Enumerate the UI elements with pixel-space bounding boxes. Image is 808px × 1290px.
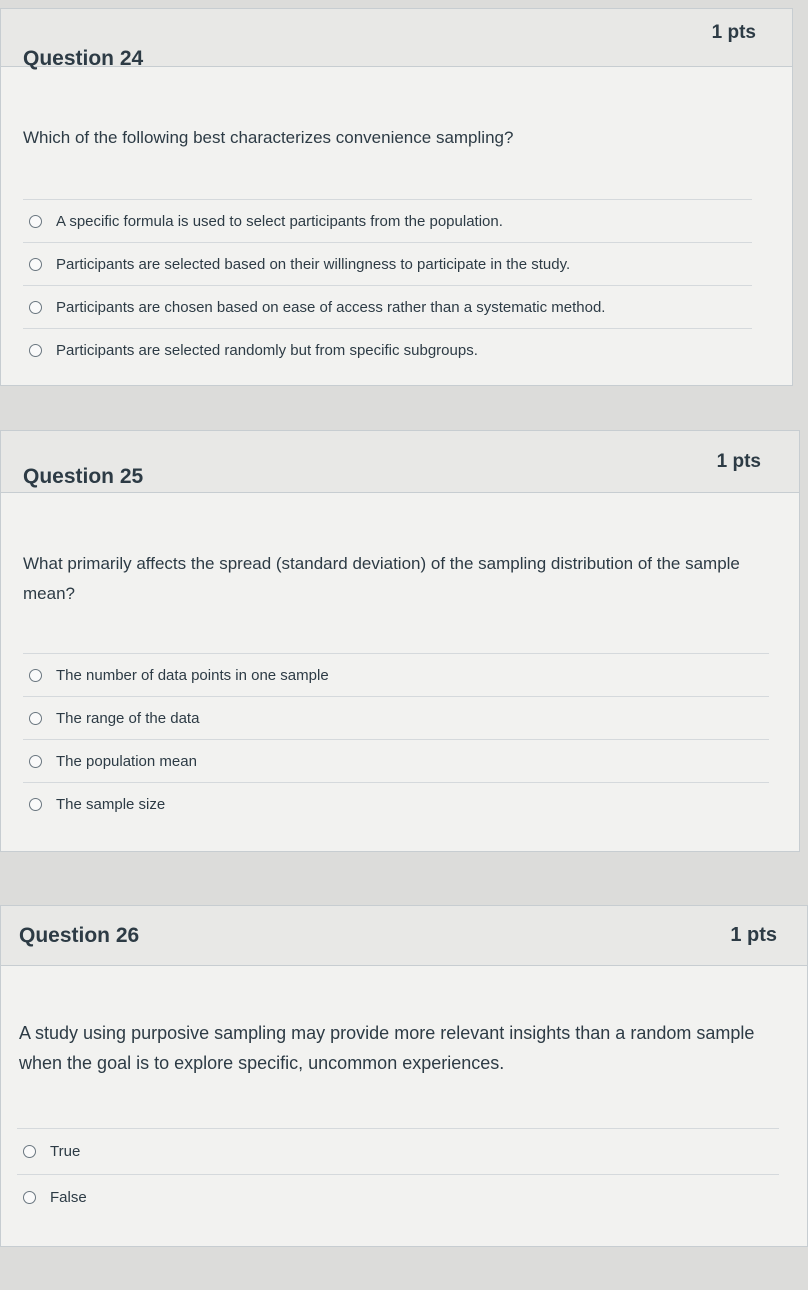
question-header (1, 9, 792, 70)
question-text: Which of the following best characterizes convenience sampling? (23, 128, 514, 147)
answer-label: The sample size (56, 795, 166, 813)
answer-label: A specific formula is used to select participants from the population. (56, 212, 503, 230)
answer-label: Participants are chosen based on ease of access rather than a systematic method. (56, 298, 606, 316)
answer-option[interactable] (23, 242, 752, 285)
question-points: 1 pts (730, 924, 777, 946)
question-header (1, 906, 807, 966)
radio-button-icon[interactable] (29, 258, 42, 271)
answer-label: The range of the data (56, 709, 200, 727)
question-title: Question 25 (23, 465, 144, 488)
answer-list (17, 1128, 779, 1220)
answer-option[interactable] (23, 328, 752, 371)
answer-option[interactable] (23, 782, 769, 825)
answer-option[interactable] (17, 1128, 779, 1174)
answer-label: The population mean (56, 752, 197, 770)
radio-button-icon[interactable] (29, 301, 42, 314)
radio-button-icon[interactable] (29, 755, 42, 768)
question-title: Question 24 (23, 47, 144, 70)
question-points: 1 pts (716, 451, 761, 472)
answer-list (23, 653, 769, 825)
radio-button-icon[interactable] (29, 669, 42, 682)
answer-option[interactable] (23, 285, 752, 328)
answer-option[interactable] (23, 739, 769, 782)
question-title: Question 26 (19, 924, 140, 947)
answer-option[interactable] (17, 1174, 779, 1220)
radio-button-icon[interactable] (23, 1145, 36, 1158)
radio-button-icon[interactable] (29, 712, 42, 725)
question-points: 1 pts (711, 22, 756, 43)
answer-label: Participants are selected randomly but from specific subgroups. (56, 341, 478, 359)
question-header (1, 431, 799, 493)
answer-label: False (50, 1189, 87, 1206)
answer-option[interactable] (23, 653, 769, 696)
answer-option[interactable] (23, 696, 769, 739)
question-24-card (0, 8, 793, 386)
question-text: What primarily affects the spread (standard deviation) of the sampling distribution of the sample mean? (23, 554, 740, 603)
answer-list (23, 199, 752, 371)
radio-button-icon[interactable] (23, 1191, 36, 1204)
radio-button-icon[interactable] (29, 344, 42, 357)
radio-button-icon[interactable] (29, 215, 42, 228)
answer-label: True (50, 1143, 81, 1160)
radio-button-icon[interactable] (29, 798, 42, 811)
question-26-card (0, 905, 808, 1247)
answer-label: The number of data points in one sample (56, 666, 329, 684)
question-25-card (0, 430, 800, 852)
question-text: A study using purposive sampling may provide more relevant insights than a random sample when the goal is to explore specific, uncommon experiences. (19, 1023, 755, 1073)
answer-label: Participants are selected based on their willingness to participate in the study. (56, 255, 571, 273)
answer-option[interactable] (23, 199, 752, 242)
